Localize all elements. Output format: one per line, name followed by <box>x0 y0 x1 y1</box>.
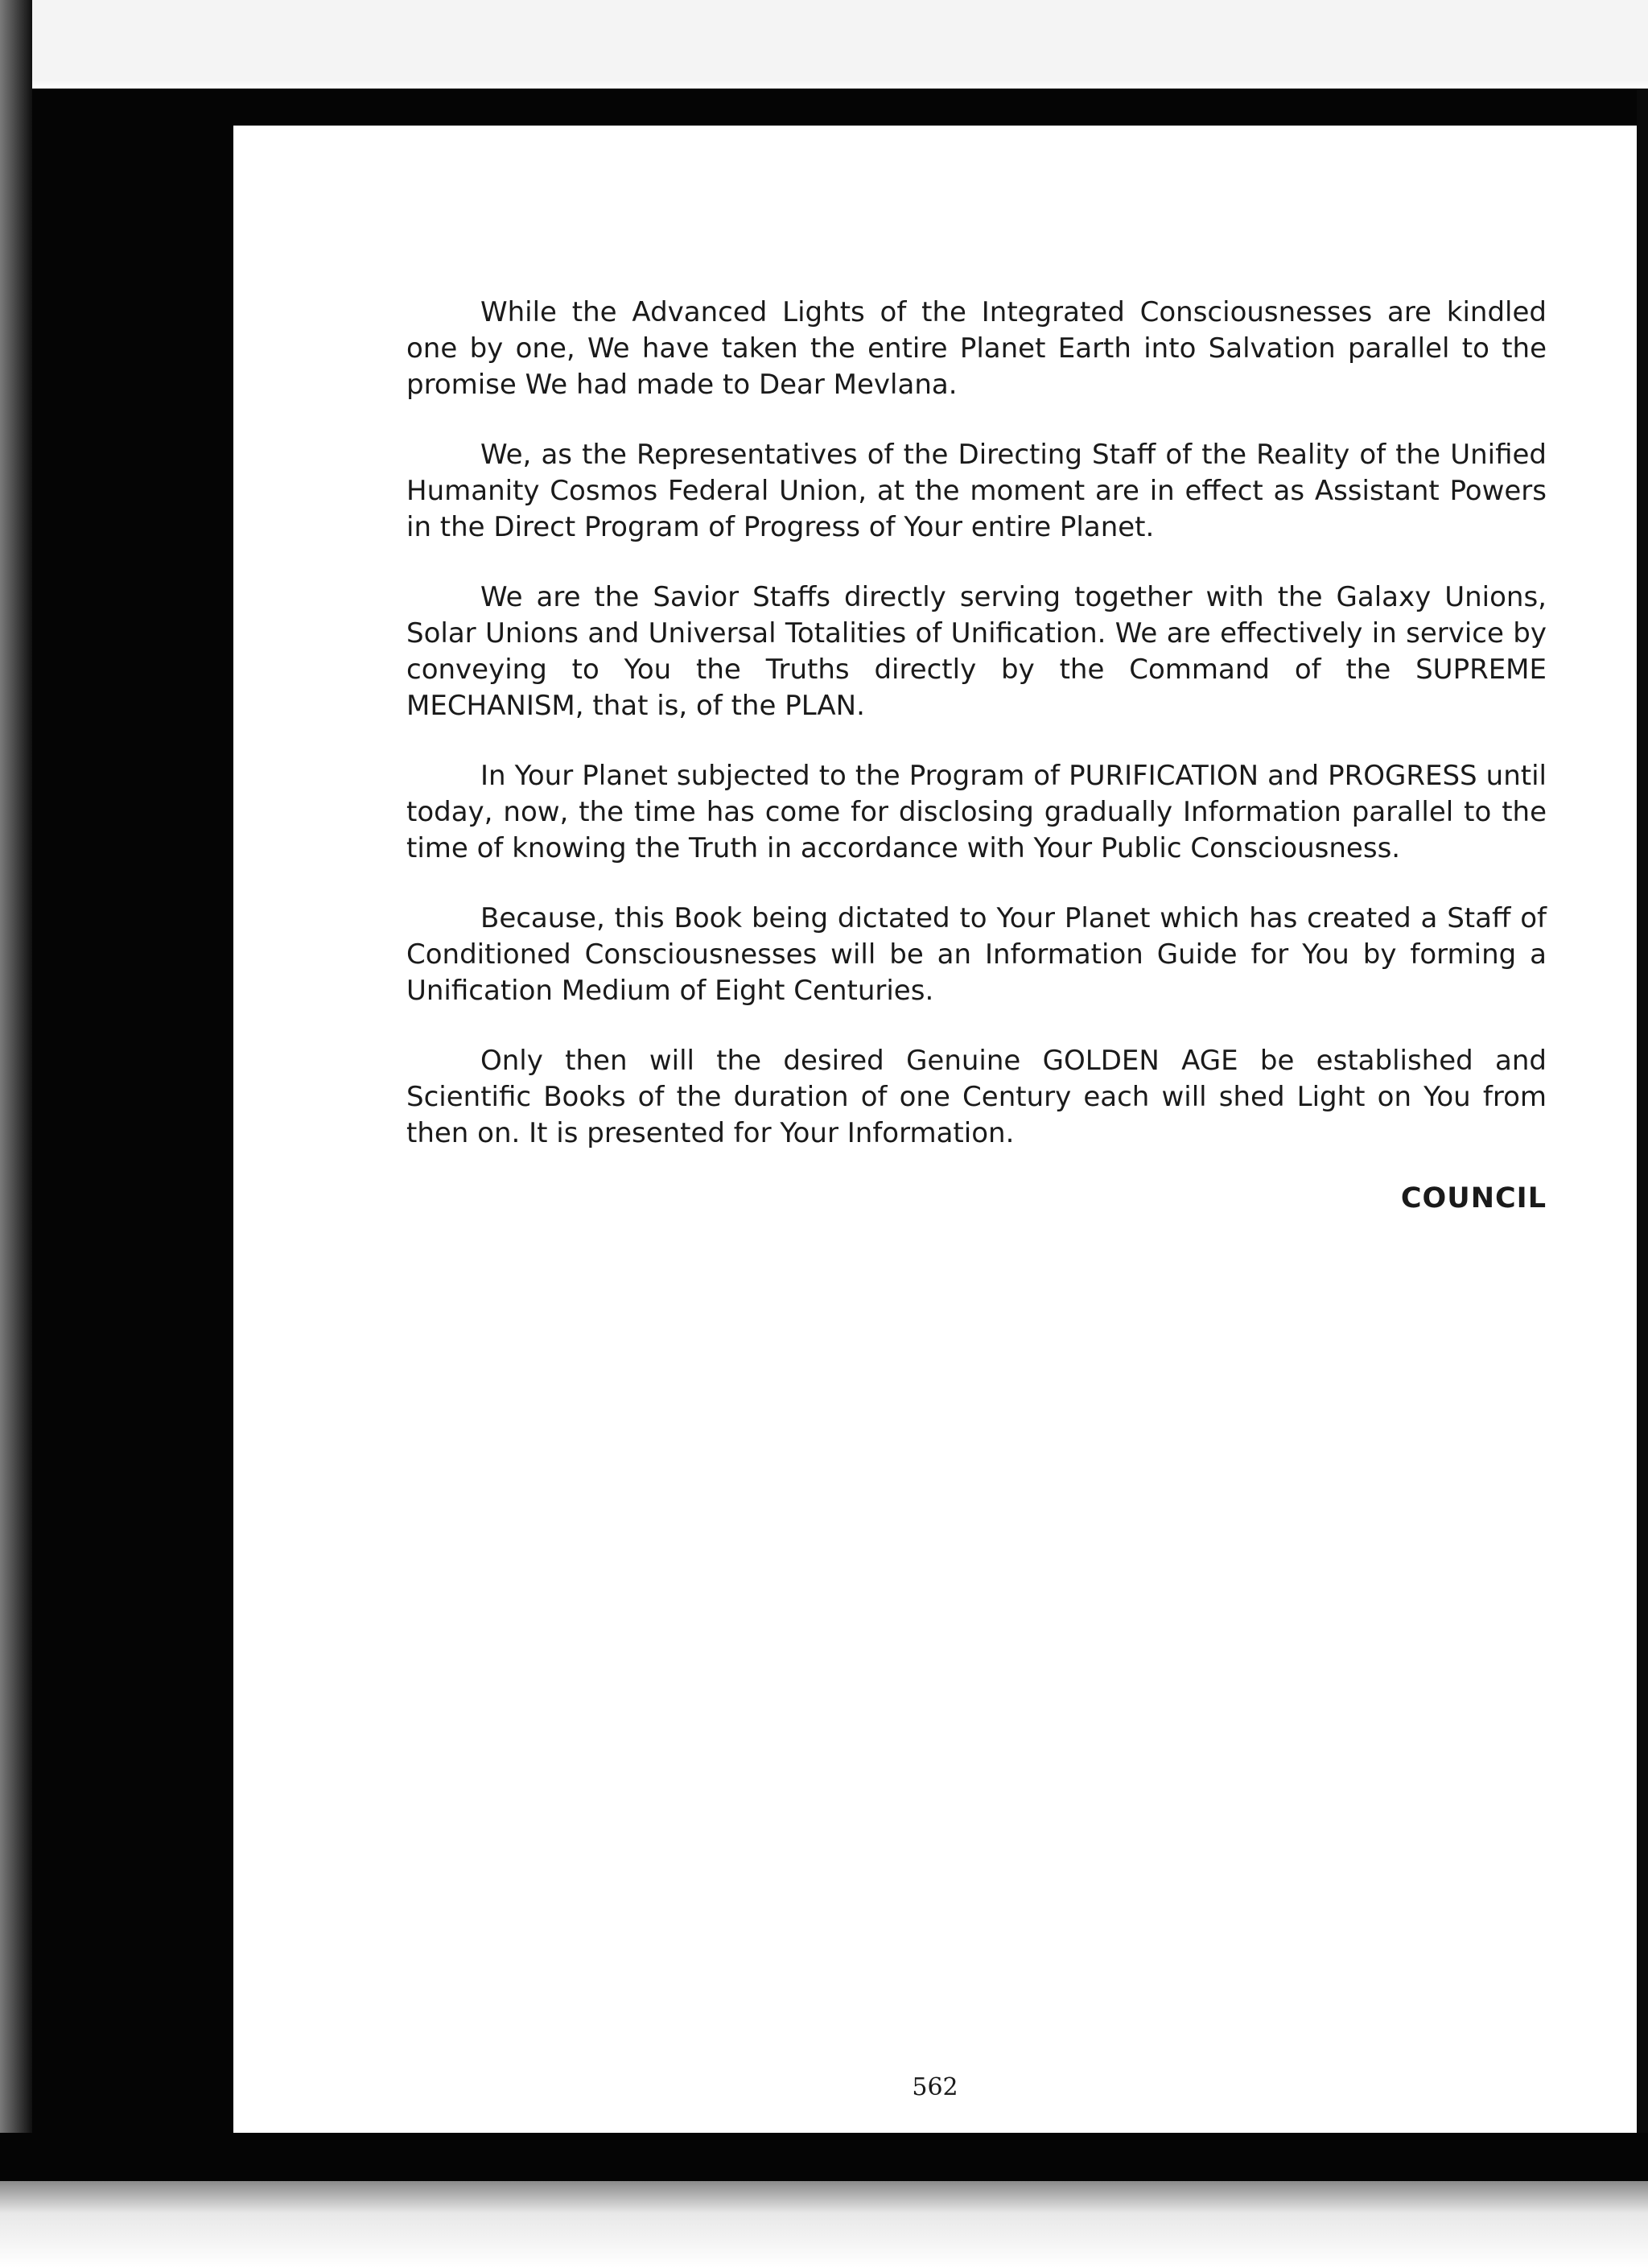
scan-border-bottom <box>0 2133 1648 2181</box>
signature: COUNCIL <box>1400 1182 1547 1214</box>
paragraph-5: Because, this Book being dictated to Your Planet which has created a Staff of Conditioned Consciousnesses will be an Information Guide for You by forming a Unification Medium of Eight Centuries. <box>406 902 1547 1007</box>
paragraph-2: We, as the Representatives of the Directing Staff of the Reality of the Unified Humanity Cosmos Federal Union, at the moment are in effect as Assistant Powers in the Direct Program of Progress of Your entire Planet. <box>406 439 1547 543</box>
scan-left-strip <box>0 0 32 2268</box>
scan-border-left <box>0 89 233 2181</box>
scan-bottom-edge <box>0 2181 1648 2268</box>
paragraph-4: In Your Planet subjected to the Program of PURIFICATION and PROGRESS until today, now, the time has come for disclosing gradually Information parallel to the time of knowing the Truth in accordance with Your Public Consciousness. <box>406 760 1547 864</box>
page-number: 562 <box>912 2073 958 2101</box>
paragraph-3: We are the Savior Staffs directly serving together with the Galaxy Unions, Solar Unions and Universal Totalities of Unification. We are effectively in service by conveying to You the Truths directly by the Command of the SUPREME MECHANISM, that is, of the PLAN. <box>406 581 1547 722</box>
scan-border-top <box>0 89 1648 126</box>
book-page <box>233 126 1637 2133</box>
scan-border-right <box>1637 89 1648 2197</box>
body-text <box>406 295 1547 1186</box>
paragraph-1: While the Advanced Lights of the Integrated Consciousnesses are kindled one by one, We have taken the entire Planet Earth into Salvation parallel to the promise We had made to Dear Mevlana. <box>406 296 1547 401</box>
scan-top-edge <box>0 0 1648 89</box>
paragraph-6: Only then will the desired Genuine GOLDEN AGE be established and Scientific Books of the duration of one Century each will shed Light on You from then on. It is presented for Your Information. <box>406 1045 1547 1149</box>
